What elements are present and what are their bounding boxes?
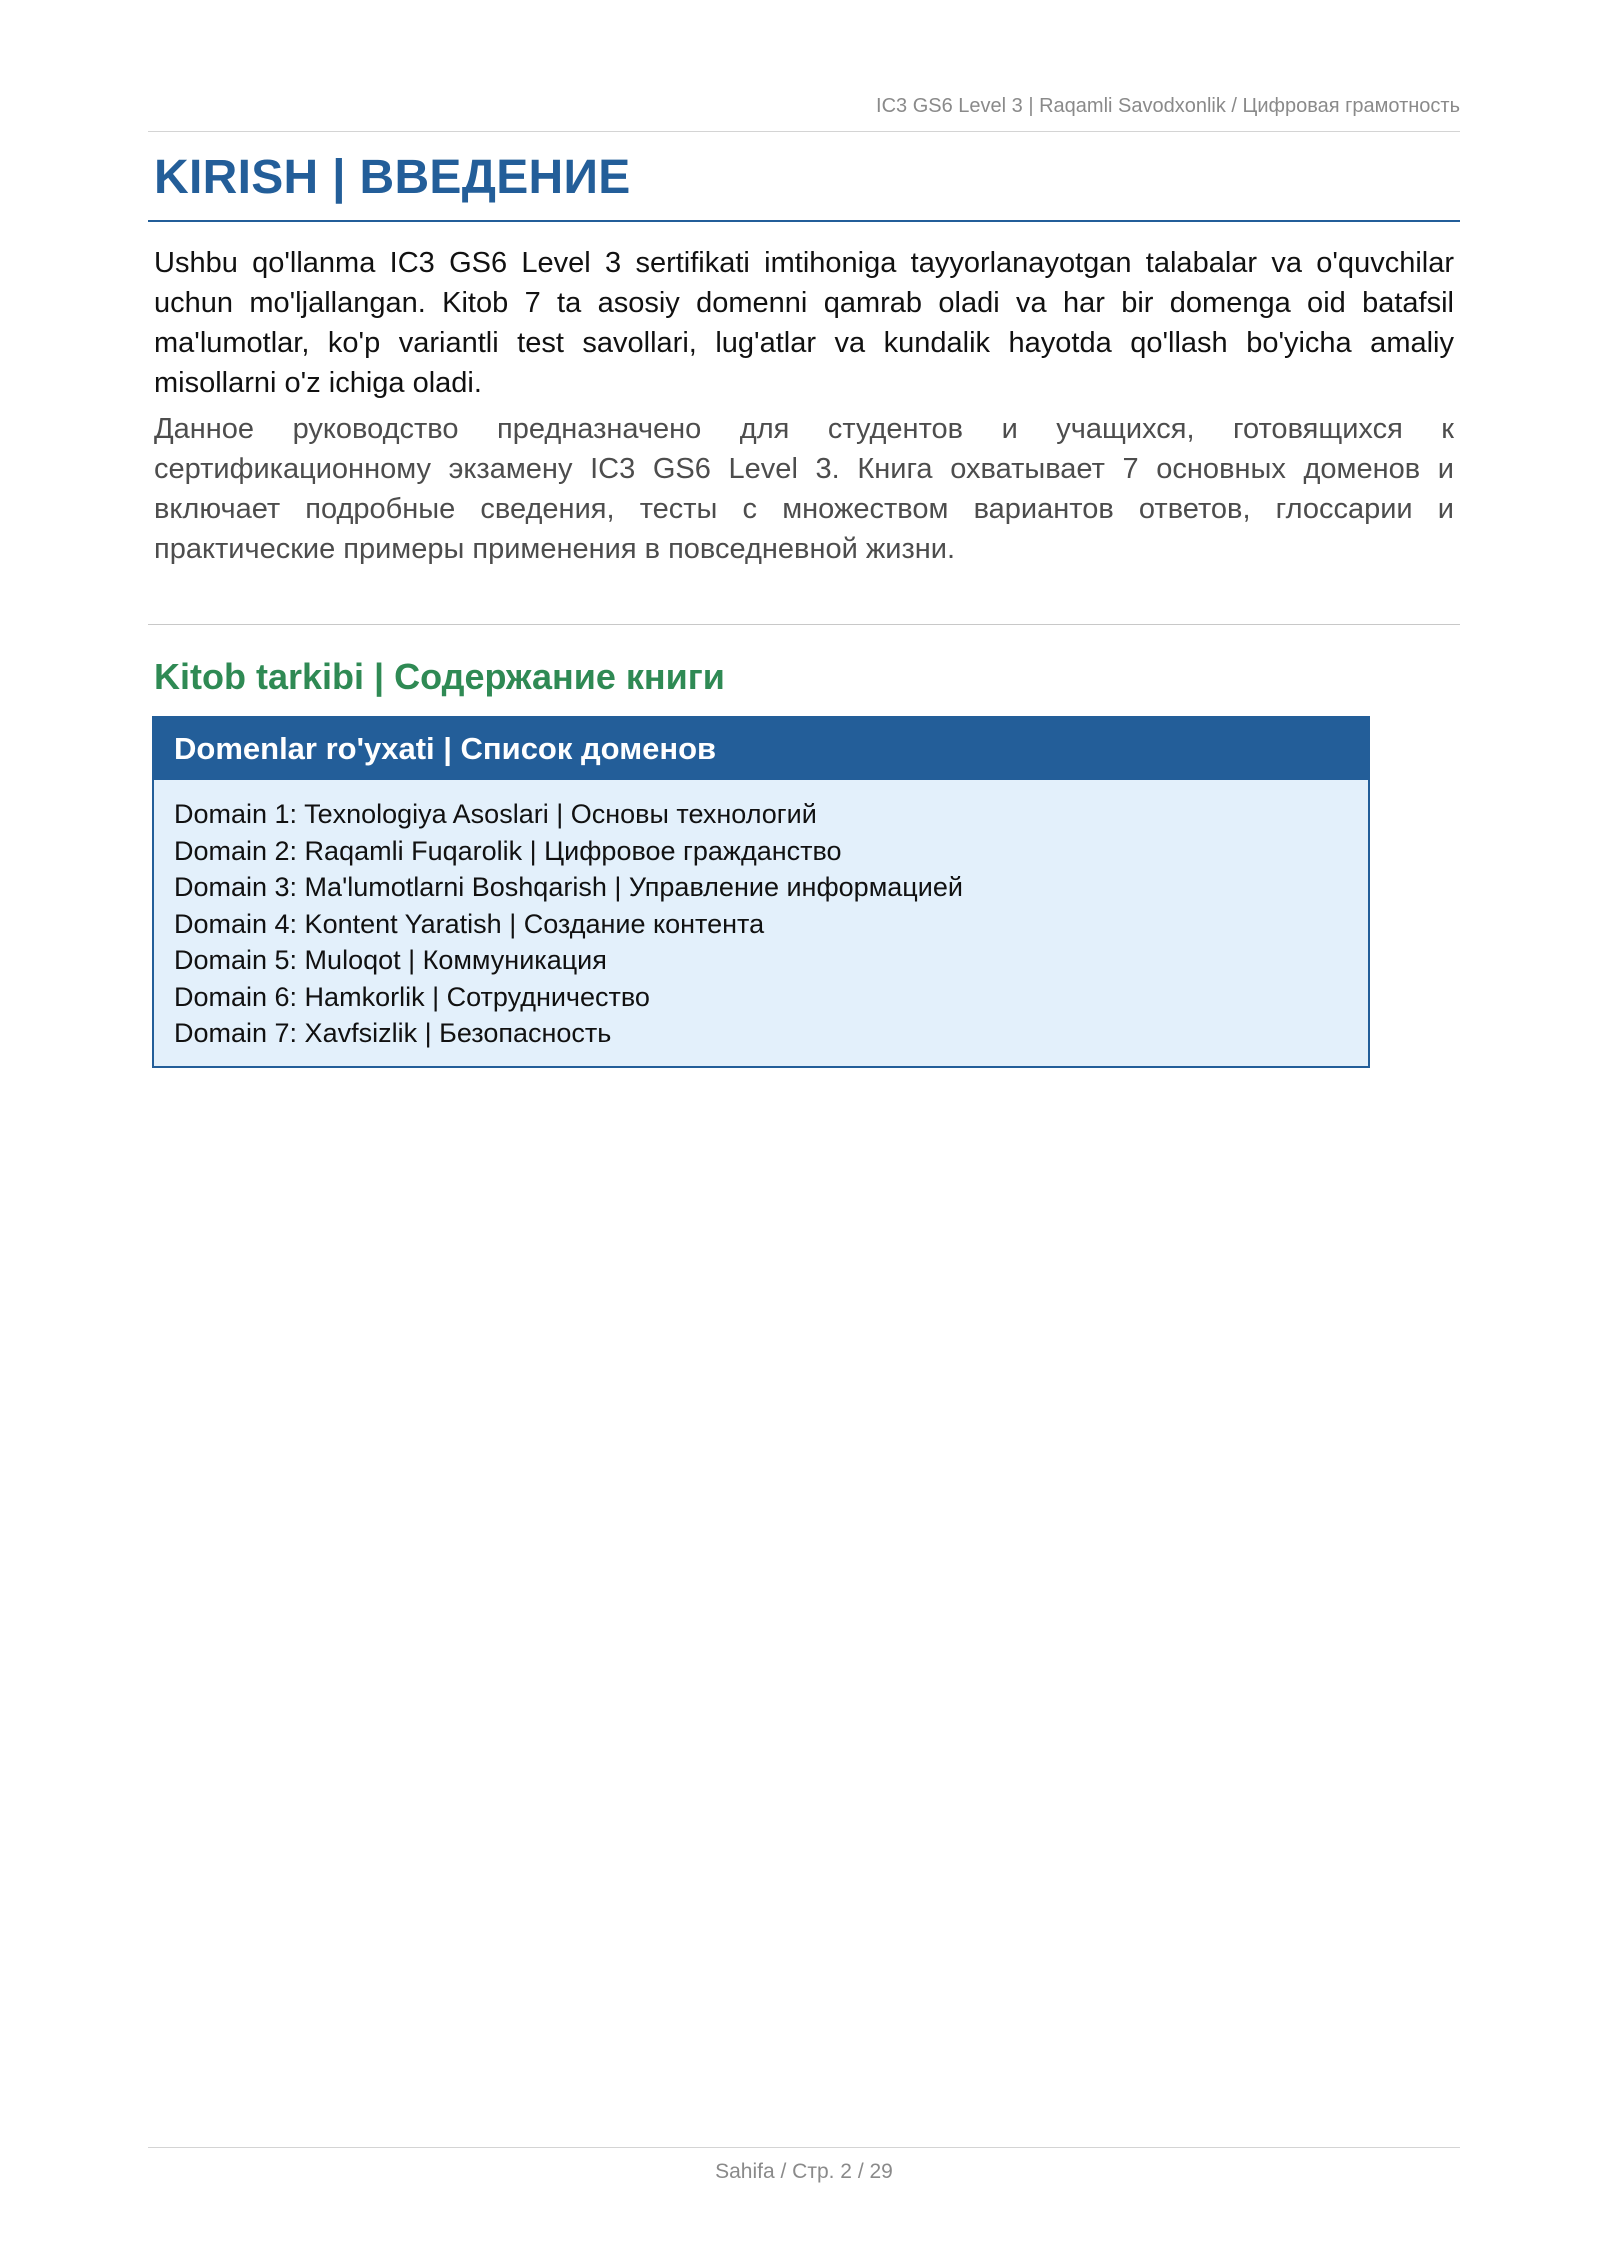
intro-paragraph-ru: Данное руководство предназначено для студентов и учащихся, готовящихся к сертификационному экзамену IC3 GS6 Level 3. Книга охватывает 7 основных доменов и включает подробные сведения, тесты с множеством вариантов ответов, глоссарии и практические примеры применения в повседневной жизни.: [154, 413, 1454, 565]
page-title: KIRISH | ВВЕДЕНИЕ: [154, 151, 631, 204]
running-header: IC3 GS6 Level 3 | Raqamli Savodxonlik / Цифровая грамотность: [876, 95, 1460, 117]
footer-divider: [148, 2147, 1460, 2148]
document-page: [148, 0, 1460, 2262]
header-divider: [148, 131, 1460, 132]
section-divider: [148, 624, 1460, 625]
page-number: Sahifa / Стр. 2 / 29: [715, 2160, 893, 2183]
domain-list-item: Domain 7: Xavfsizlik | Безопасность: [174, 1018, 612, 1048]
domain-list-item: Domain 6: Hamkorlik | Сотрудничество: [174, 981, 650, 1012]
contents-heading: Kitob tarkibi | Содержание книги: [154, 656, 725, 697]
domain-list-box: [152, 716, 1370, 1068]
domain-list-item: Domain 1: Texnologiya Asoslari | Основы технологий: [174, 799, 817, 829]
domain-list: [154, 780, 1368, 1052]
domain-list-item: Domain 4: Kontent Yaratish | Создание контента: [174, 908, 765, 939]
title-underline: [148, 220, 1460, 222]
domain-list-item: Domain 2: Raqamli Fuqarolik | Цифровое гражданство: [174, 835, 842, 866]
domain-list-item: Domain 3: Ma'lumotlarni Boshqarish | Управление информацией: [174, 872, 963, 902]
domain-list-item: Domain 5: Muloqot | Коммуникация: [174, 945, 607, 975]
intro-paragraph-uz: Ushbu qo'llanma IC3 GS6 Level 3 sertifikati imtihoniga tayyorlanayotgan talabalar va o'quvchilar uchun mo'ljallangan. Kitob 7 ta asosiy domenni qamrab oladi va har bir domenga oid batafsil ma'lumotlar, ko'p variantli test savollari, lug'atlar va kundalik hayotda qo'llash bo'yicha amaliy misollarni o'z ichiga oladi.: [154, 247, 1454, 399]
domain-list-header: Domenlar ro'yxati | Список доменов: [154, 718, 1368, 780]
